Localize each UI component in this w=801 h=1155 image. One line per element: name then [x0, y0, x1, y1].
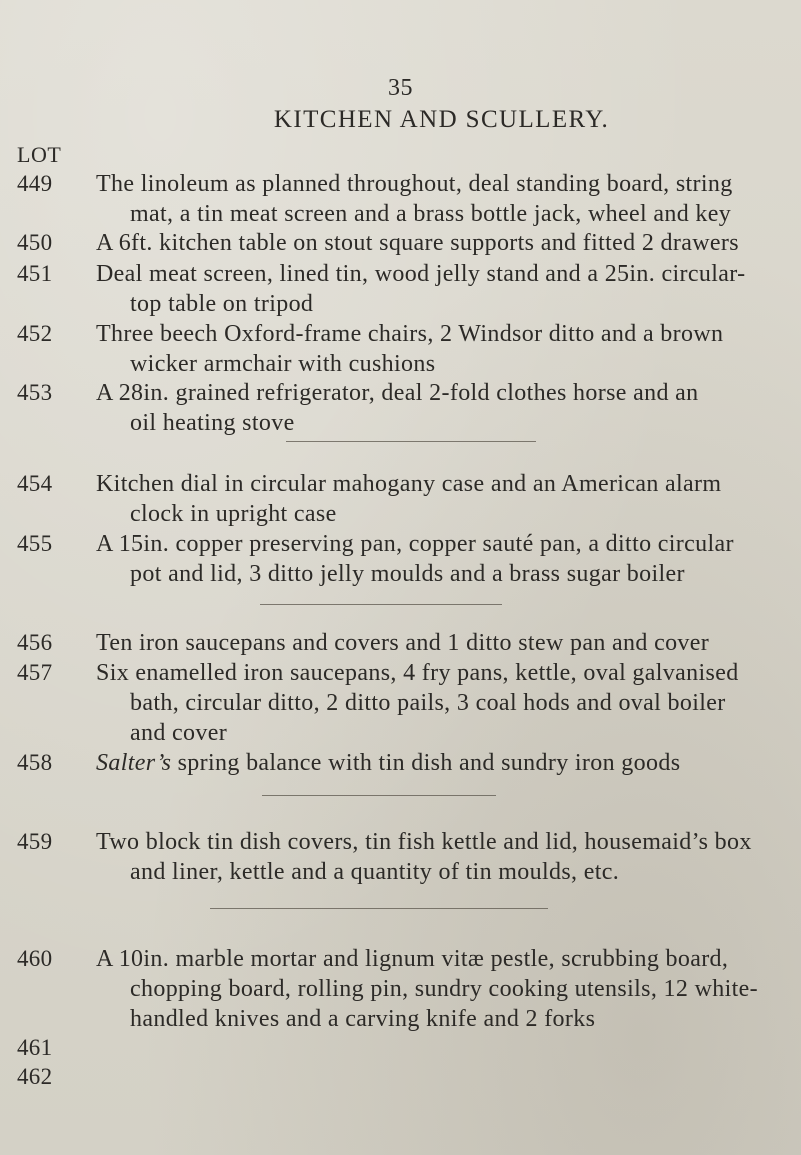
lot-number: 457 [17, 660, 53, 685]
description-line [96, 748, 791, 778]
lot-description [96, 259, 791, 319]
description-line: mat, a tin meat screen and a brass bottle jack, wheel and key [130, 201, 732, 227]
lot-number: 461 [17, 1035, 53, 1060]
description-line: wicker armchair with cushions [130, 351, 436, 377]
lot-description [96, 944, 791, 1034]
description-line: Three beech Oxford-frame chairs, 2 Windsor ditto and a brown [96, 321, 724, 347]
description-line: handled knives and a carving knife and 2 forks [130, 1006, 596, 1032]
divider-rule [260, 604, 502, 605]
lot-description [96, 228, 791, 258]
lot-description [96, 529, 791, 589]
lot-number: 458 [17, 750, 53, 775]
lot-number: 450 [17, 230, 53, 255]
description-line: Six enamelled iron saucepans, 4 fry pans, kettle, oval galvanised [96, 660, 739, 686]
description-line: A 15in. copper preserving pan, copper sauté pan, a ditto circular [96, 531, 734, 557]
divider-rule [210, 908, 548, 909]
description-line: The linoleum as planned throughout, deal standing board, string [96, 171, 733, 197]
lot-number: 449 [17, 171, 53, 196]
description-line: Kitchen dial in circular mahogany case and an American alarm [96, 471, 722, 497]
lot-description [96, 469, 791, 529]
section-heading: KITCHEN AND SCULLERY. [273, 106, 610, 133]
maker-name: Salter’s [96, 750, 172, 776]
lot-number: 462 [17, 1064, 53, 1089]
description-line: bath, circular ditto, 2 ditto pails, 3 coal hods and oval boiler [130, 690, 726, 716]
description-line: and liner, kettle and a quantity of tin moulds, etc. [130, 859, 620, 885]
description-line: pot and lid, 3 ditto jelly moulds and a brass sugar boiler [130, 561, 685, 587]
lot-description [96, 748, 791, 778]
lot-description [96, 827, 791, 887]
lot-description [96, 658, 791, 748]
description-text: spring balance with tin dish and sundry iron goods [171, 750, 681, 776]
lot-number: 459 [17, 829, 53, 854]
description-line: Two block tin dish covers, tin fish kettle and lid, housemaid’s box [96, 829, 752, 855]
description-line: A 28in. grained refrigerator, deal 2-fold clothes horse and an [96, 380, 699, 406]
description-line: Deal meat screen, lined tin, wood jelly stand and a 25in. circular- [96, 261, 746, 287]
lot-description [96, 628, 791, 658]
lot-number: 453 [17, 380, 53, 405]
description-line: oil heating stove [130, 410, 295, 436]
description-line: chopping board, rolling pin, sundry cooking utensils, 12 white- [130, 976, 758, 1002]
page-number: 35 [388, 75, 413, 101]
lot-description [96, 319, 791, 379]
description-line: A 10in. marble mortar and lignum vitæ pestle, scrubbing board, [96, 946, 729, 972]
description-line: A 6ft. kitchen table on stout square supports and fitted 2 drawers [96, 230, 739, 256]
description-line: Ten iron saucepans and covers and 1 ditto stew pan and cover [96, 630, 710, 656]
lot-number: 460 [17, 946, 53, 971]
lot-number: 455 [17, 531, 53, 556]
description-line: clock in upright case [130, 501, 337, 527]
lot-number: 456 [17, 630, 53, 655]
lot-description [96, 169, 791, 229]
description-line: top table on tripod [130, 291, 314, 317]
lot-description [96, 378, 791, 438]
lot-column-header: LOT [17, 142, 62, 167]
divider-rule [286, 441, 536, 442]
lot-number: 452 [17, 321, 53, 346]
description-line: and cover [130, 720, 228, 746]
divider-rule [262, 795, 496, 796]
lot-number: 454 [17, 471, 53, 496]
lot-number: 451 [17, 261, 53, 286]
